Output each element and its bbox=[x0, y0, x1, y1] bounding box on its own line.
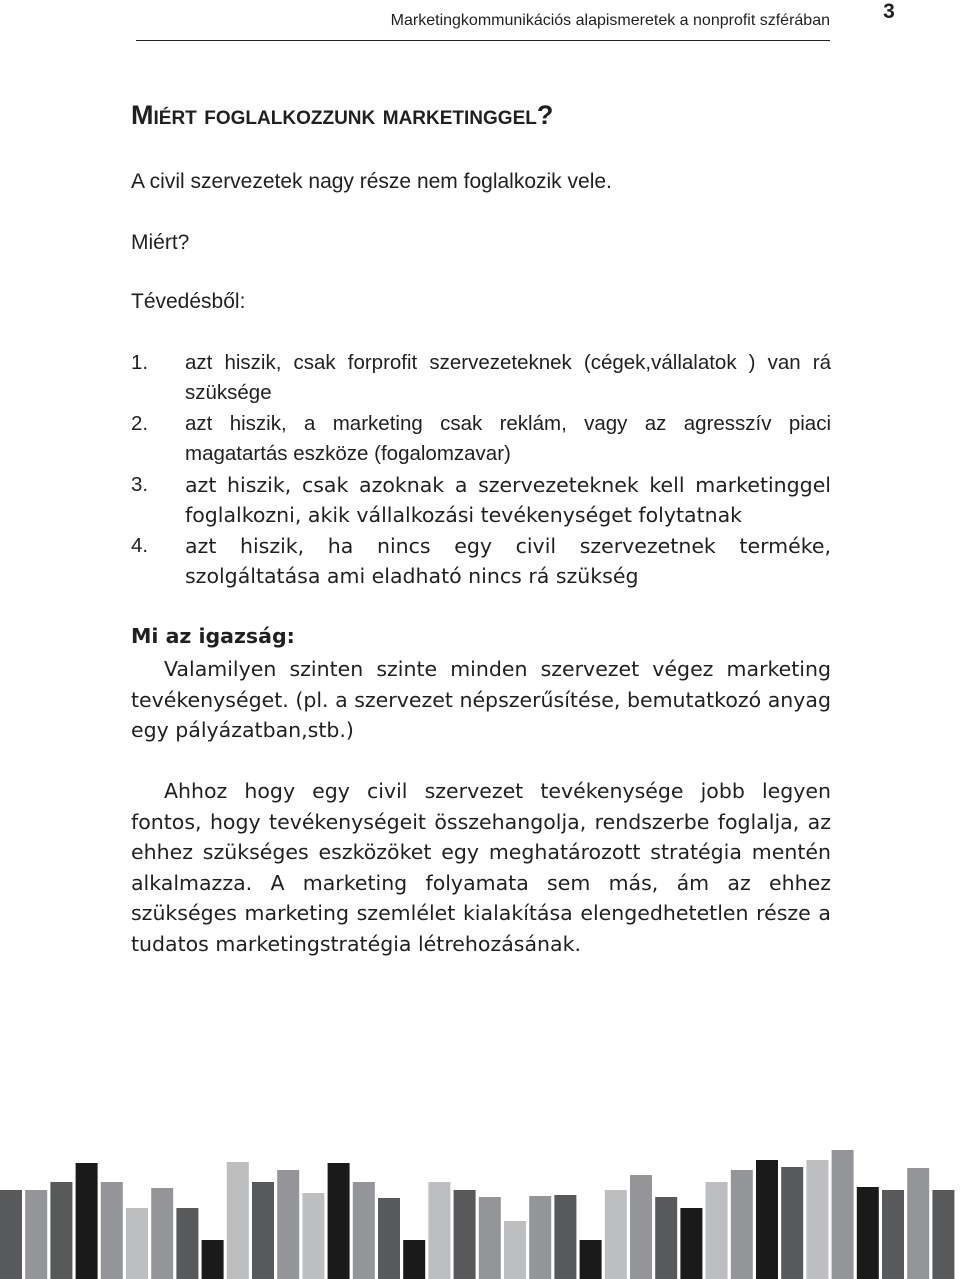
misconceptions-list bbox=[131, 348, 831, 592]
decorative-bar bbox=[907, 1168, 929, 1279]
decorative-bar bbox=[479, 1197, 501, 1279]
section-title: Miért foglalkozzunk marketinggel? bbox=[131, 100, 554, 130]
decorative-bar bbox=[504, 1221, 526, 1279]
decorative-bar bbox=[857, 1187, 879, 1279]
decorative-bar bbox=[328, 1163, 350, 1279]
decorative-bar bbox=[781, 1167, 803, 1279]
decorative-bar bbox=[554, 1195, 576, 1279]
decorative-bar bbox=[277, 1170, 299, 1279]
decorative-bar bbox=[151, 1188, 173, 1279]
decorative-bar bbox=[680, 1208, 702, 1279]
list-item-number: 3. bbox=[131, 473, 149, 496]
decorative-bar bbox=[630, 1175, 652, 1279]
list-item bbox=[131, 348, 831, 408]
decorative-bar bbox=[806, 1160, 828, 1279]
truth-paragraph: Valamilyen szinten szinte minden szervezet végez marketing tevékenységet. (pl. a szervezet népszerűsítése, bemutatkozó anyag egy pályázatban,stb.) bbox=[131, 657, 831, 742]
list-item-text: azt hiszik, ha nincs egy civil szervezetnek terméke, szolgáltatása ami eladható nincs rá szükség bbox=[185, 534, 831, 588]
decorative-bar bbox=[252, 1182, 274, 1279]
page-number: 3 bbox=[883, 0, 895, 23]
decorative-bar bbox=[731, 1170, 753, 1279]
decorative-bar bbox=[202, 1240, 224, 1279]
header-rule bbox=[136, 40, 830, 41]
decorative-bar bbox=[50, 1182, 72, 1279]
list-item-number: 1. bbox=[131, 351, 149, 374]
closing-paragraph: Ahhoz hogy egy civil szervezet tevékenysége jobb legyen fontos, hogy tevékenységeit összehangolja, rendszerbe foglalja, az ehhez szükséges eszközöket egy meghatározott stratégia mentén alkalmazza. A marketing folyamata sem más, ám az ehhez szükséges marketing szemlélet kialakítása elengedhetetlen része a tudatos marketingstratégia létrehozásának. bbox=[131, 779, 831, 956]
list-item bbox=[131, 409, 831, 469]
decorative-bar bbox=[403, 1240, 425, 1279]
running-title: Marketingkommunikációs alapismeretek a nonprofit szférában bbox=[390, 12, 830, 29]
question-text: Miért? bbox=[131, 231, 190, 254]
decorative-bar bbox=[655, 1197, 677, 1279]
decorative-bar bbox=[25, 1190, 47, 1279]
truth-label: Mi az igazság: bbox=[131, 624, 295, 648]
decorative-bar bbox=[580, 1240, 602, 1279]
decorative-bar bbox=[353, 1182, 375, 1279]
decorative-bar bbox=[932, 1190, 954, 1279]
decorative-bar bbox=[428, 1182, 450, 1279]
list-item-number: 2. bbox=[131, 412, 149, 435]
decorative-bar bbox=[529, 1196, 551, 1279]
decorative-bar bbox=[378, 1198, 400, 1279]
intro-text: A civil szervezetek nagy része nem foglalkozik vele. bbox=[131, 170, 612, 193]
list-item-text: azt hiszik, csak azoknak a szervezeteknek kell marketinggel foglalkozni, akik vállalkozási tevékenységet folytatnak bbox=[185, 473, 831, 527]
list-item-text: azt hiszik, a marketing csak reklám, vagy az agresszív piaci magatartás eszköze (fogalomzavar) bbox=[185, 412, 831, 465]
decorative-bar bbox=[76, 1163, 98, 1279]
list-item-number: 4. bbox=[131, 534, 149, 557]
decorative-bar bbox=[605, 1190, 627, 1279]
decorative-bar bbox=[302, 1193, 324, 1279]
decorative-bar bbox=[101, 1182, 123, 1279]
decorative-bar bbox=[126, 1208, 148, 1279]
decorative-bar bbox=[882, 1190, 904, 1279]
decorative-bar bbox=[706, 1182, 728, 1279]
decorative-bar bbox=[756, 1160, 778, 1279]
decorative-bar bbox=[176, 1208, 198, 1279]
decorative-bar bbox=[832, 1150, 854, 1279]
decorative-bar bbox=[227, 1162, 249, 1279]
list-item-text: azt hiszik, csak forprofit szervezeteknek (cégek,vállalatok ) van rá szüksége bbox=[185, 351, 831, 404]
decorative-bar bbox=[454, 1190, 476, 1279]
list-item bbox=[131, 531, 831, 591]
misconceptions-label: Tévedésből: bbox=[131, 290, 246, 313]
list-item bbox=[131, 470, 831, 530]
decorative-bar bbox=[0, 1190, 22, 1279]
